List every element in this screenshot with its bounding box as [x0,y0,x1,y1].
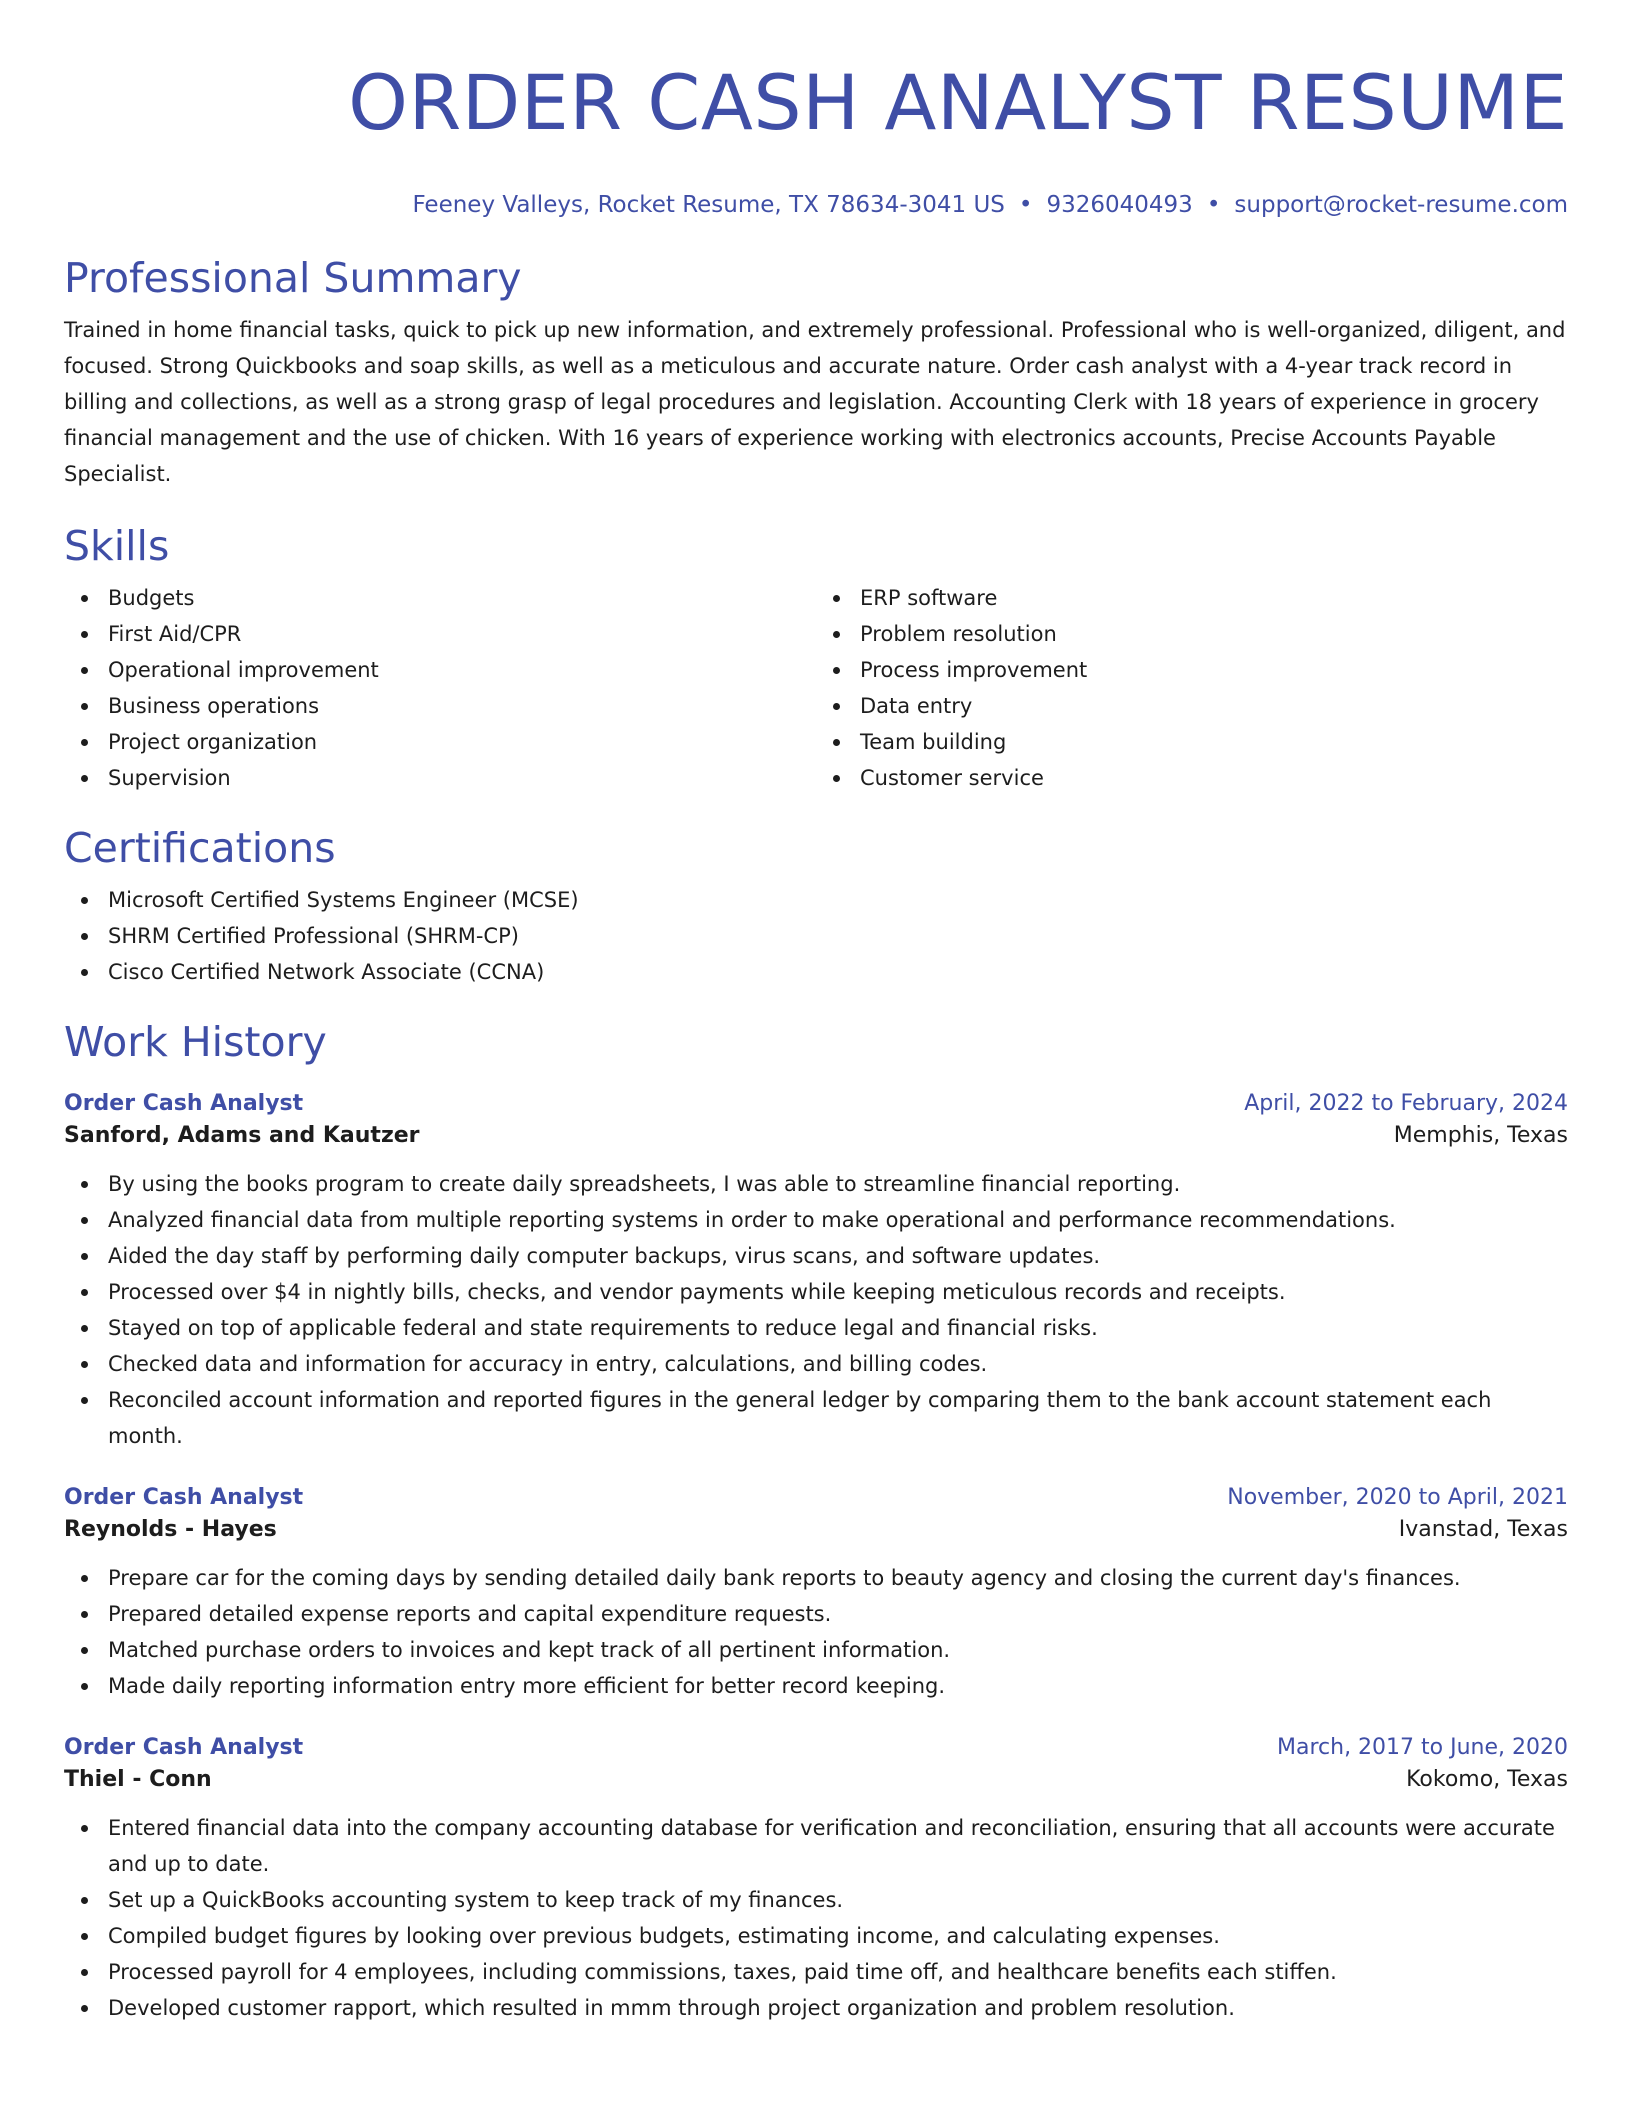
job-bullet: Set up a QuickBooks accounting system to keep track of my finances. [108,1882,1568,1918]
job-bullet: Made daily reporting information entry more efficient for better record keeping. [108,1668,1568,1704]
skill-item: Operational improvement [108,652,816,688]
job-bullet: Processed over $4 in nightly bills, checks, and vendor payments while keeping meticulous records and receipts. [108,1274,1568,1310]
job-bullet: Prepared detailed expense reports and capital expenditure requests. [108,1596,1568,1632]
job-entry [64,1088,1568,1454]
job-company: Thiel - Conn [64,1767,212,1792]
skill-item: Supervision [108,760,816,796]
skill-item: Budgets [108,580,816,616]
job-subheader [64,1120,1568,1152]
skill-item: Data entry [860,688,1568,724]
job-header [64,1732,1568,1764]
certification-item: Cisco Certified Network Associate (CCNA) [108,954,1568,990]
work-history-heading: Work History [64,1018,327,1066]
job-role: Order Cash Analyst [64,1485,304,1510]
job-bullet: Stayed on top of applicable federal and state requirements to reduce legal and financial risks. [108,1310,1568,1346]
contact-separator: • [1206,192,1221,218]
job-bullet: Checked data and information for accuracy in entry, calculations, and billing codes. [108,1346,1568,1382]
contact-phone: 9326040493 [1046,192,1193,218]
job-bullets [64,1810,1568,2026]
job-location: Kokomo, Texas [1406,1767,1568,1792]
skill-item: First Aid/CPR [108,616,816,652]
contact-email[interactable]: support@rocket-resume.com [1234,192,1568,218]
job-bullet: Reconciled account information and reported figures in the general ledger by comparing them to the bank account statement each month. [108,1382,1568,1454]
job-bullet: Developed customer rapport, which resulted in mmm through project organization and problem resolution. [108,1990,1568,2026]
certifications-heading: Certifications [64,824,336,872]
summary-heading: Professional Summary [64,254,522,302]
summary-text: Trained in home financial tasks, quick to pick up new information, and extremely professional. Professional who is well-organized, diligent, and focused. Strong Quickbooks and soap skills, as well as a meticulous and accurate nature. Order cash analyst with a 4-year track record in billing and collections, as well as a strong grasp of legal procedures and legislation. Accounting Clerk with 18 years of experience in grocery financial management and the use of chicken. With 16 years of experience working with electronics accounts, Precise Accounts Payable Specialist. [64,318,1566,486]
job-dates: April, 2022 to February, 2024 [1244,1091,1568,1116]
job-subheader [64,1764,1568,1796]
job-bullet: Matched purchase orders to invoices and kept track of all pertinent information. [108,1632,1568,1668]
job-header [64,1482,1568,1514]
skill-item: Project organization [108,724,816,760]
job-role: Order Cash Analyst [64,1735,304,1760]
certification-item: SHRM Certified Professional (SHRM-CP) [108,918,1568,954]
contact-address: Feeney Valleys, Rocket Resume, TX 78634-3041 US [412,192,1005,218]
skill-item: Customer service [860,760,1568,796]
job-company: Sanford, Adams and Kautzer [64,1123,420,1148]
skill-item: Problem resolution [860,616,1568,652]
skills-heading: Skills [64,522,170,570]
job-role: Order Cash Analyst [64,1091,304,1116]
resume-title: ORDER CASH ANALYST RESUME [348,58,1568,147]
job-entry [64,1732,1568,2026]
job-bullet: Entered financial data into the company accounting database for verification and reconciliation, ensuring that all accounts were accurate and up to date. [108,1810,1568,1882]
contact-separator: • [1018,192,1033,218]
skill-item: Process improvement [860,652,1568,688]
job-bullet: Aided the day staff by performing daily computer backups, virus scans, and software updates. [108,1238,1568,1274]
skill-item: Business operations [108,688,816,724]
job-bullet: By using the books program to create daily spreadsheets, I was able to streamline financial reporting. [108,1166,1568,1202]
skill-item: Team building [860,724,1568,760]
certifications-list [64,882,1568,990]
job-location: Memphis, Texas [1393,1123,1568,1148]
job-company: Reynolds - Hayes [64,1517,277,1542]
job-dates: November, 2020 to April, 2021 [1227,1485,1568,1510]
job-bullet: Processed payroll for 4 employees, including commissions, taxes, paid time off, and healthcare benefits each stiffen. [108,1954,1568,1990]
job-entry [64,1482,1568,1704]
skill-item: ERP software [860,580,1568,616]
job-dates: March, 2017 to June, 2020 [1277,1735,1568,1760]
skills-columns [64,580,1568,796]
certification-item: Microsoft Certified Systems Engineer (MCSE) [108,882,1568,918]
skills-list-right [816,580,1568,796]
contact-line [64,190,1568,220]
job-location: Ivanstad, Texas [1398,1517,1568,1542]
job-bullet: Compiled budget figures by looking over previous budgets, estimating income, and calculating expenses. [108,1918,1568,1954]
job-bullet: Analyzed financial data from multiple reporting systems in order to make operational and performance recommendations. [108,1202,1568,1238]
job-bullets [64,1560,1568,1704]
job-bullets [64,1166,1568,1454]
job-bullet: Prepare car for the coming days by sending detailed daily bank reports to beauty agency and closing the current day's finances. [108,1560,1568,1596]
job-subheader [64,1514,1568,1546]
skills-list-left [64,580,816,796]
job-header [64,1088,1568,1120]
